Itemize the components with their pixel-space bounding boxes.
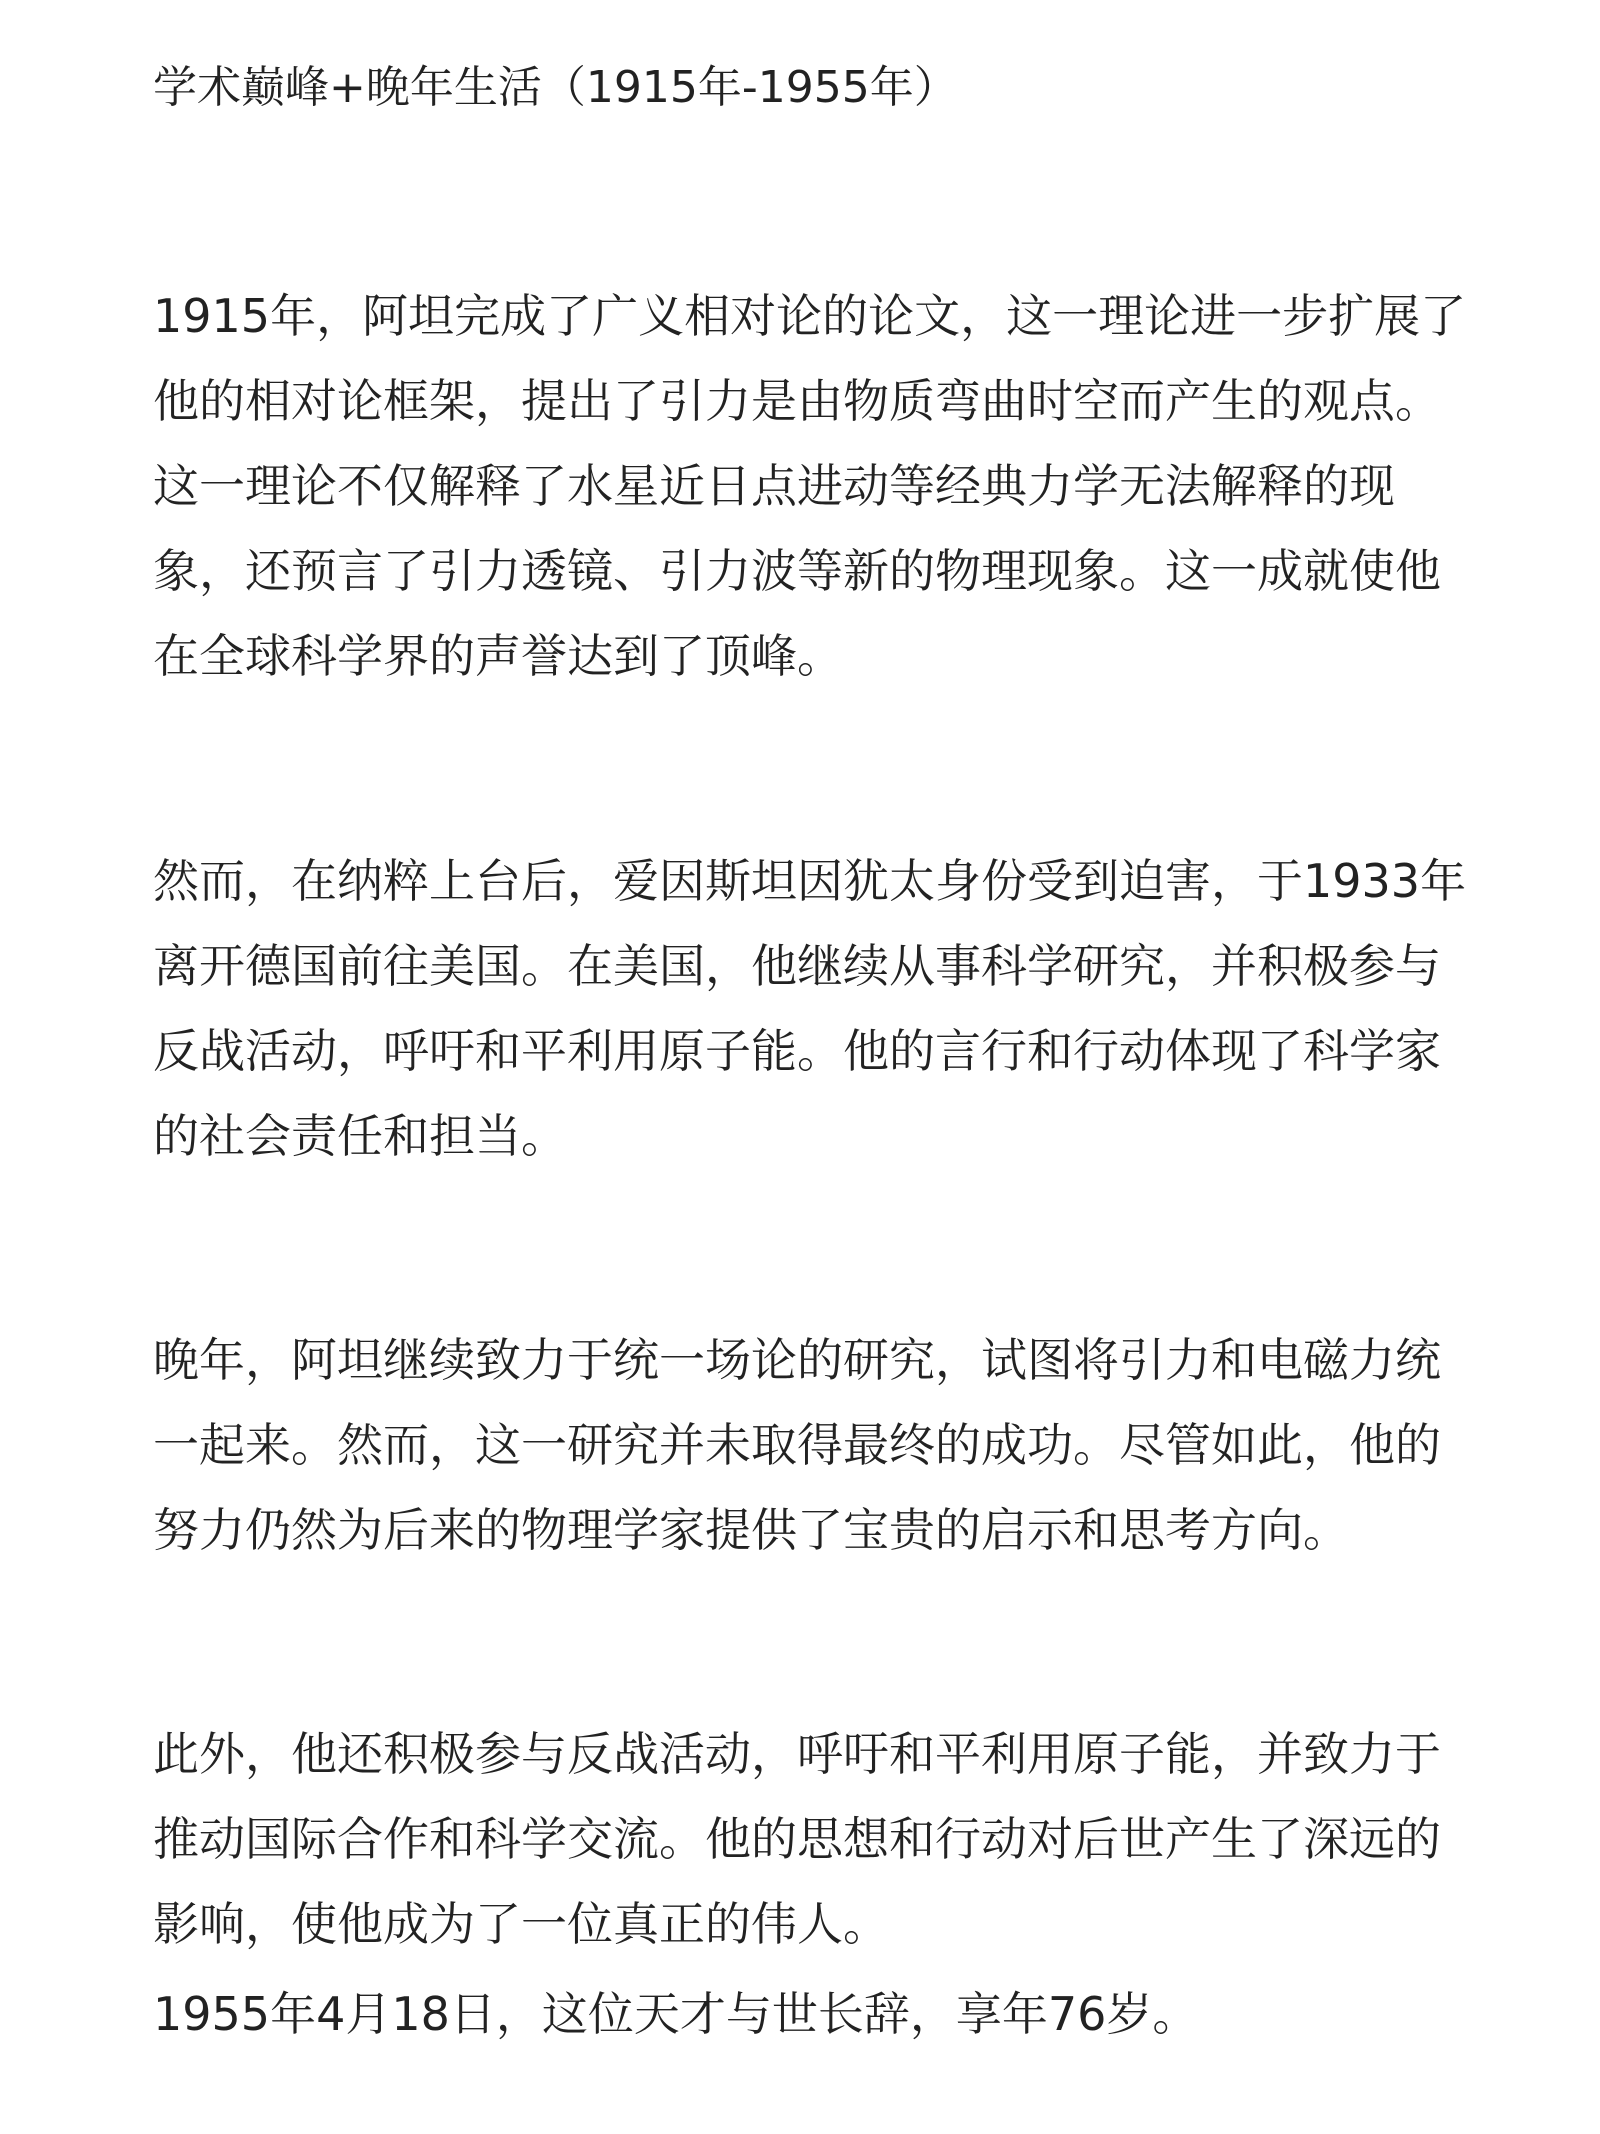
- paragraph-line: 推动国际合作和科学交流。他的思想和行动对后世产生了深远的: [153, 1812, 1441, 1866]
- document-title: 学术巅峰+晚年生活（1915年-1955年）: [153, 62, 958, 113]
- paragraph-line: 象，还预言了引力透镜、引力波等新的物理现象。这一成就使他: [153, 544, 1441, 598]
- paragraph-line: 影响，使他成为了一位真正的伟人。: [153, 1897, 889, 1951]
- paragraph-emigration: [153, 839, 1467, 1179]
- paragraph-line: 反战活动，呼吁和平利用原子能。他的言行和行动体现了科学家: [153, 1024, 1441, 1078]
- paragraph-line: 然而，在纳粹上台后，爱因斯坦因犹太身份受到迫害，于1933年: [153, 854, 1467, 908]
- paragraph-line: 的社会责任和担当。: [153, 1109, 567, 1163]
- paragraph-line: 1955年4月18日，这位天才与世长辞，享年76岁。: [153, 1987, 1199, 2041]
- paragraph-line: 努力仍然为后来的物理学家提供了宝贵的启示和思考方向。: [153, 1503, 1349, 1557]
- paragraph-line: 这一理论不仅解释了水星近日点进动等经典力学无法解释的现: [153, 459, 1395, 513]
- paragraph-unified-field: [153, 1318, 1463, 1573]
- paragraph-death: [153, 1972, 1463, 2057]
- paragraph-line: 一起来。然而，这一研究并未取得最终的成功。尽管如此，他的: [153, 1418, 1441, 1472]
- paragraph-line: 晚年，阿坦继续致力于统一场论的研究，试图将引力和电磁力统: [153, 1333, 1441, 1387]
- paragraph-line: 1915年，阿坦完成了广义相对论的论文，这一理论进一步扩展了: [153, 289, 1467, 343]
- paragraph-line: 他的相对论框架，提出了引力是由物质弯曲时空而产生的观点。: [153, 374, 1441, 428]
- paragraph-legacy: [153, 1712, 1463, 1967]
- paragraph-general-relativity: [153, 274, 1467, 699]
- paragraph-line: 在全球科学界的声誉达到了顶峰。: [153, 629, 843, 683]
- paragraph-line: 离开德国前往美国。在美国，他继续从事科学研究，并积极参与: [153, 939, 1441, 993]
- paragraph-line: 此外，他还积极参与反战活动，呼吁和平利用原子能，并致力于: [153, 1727, 1441, 1781]
